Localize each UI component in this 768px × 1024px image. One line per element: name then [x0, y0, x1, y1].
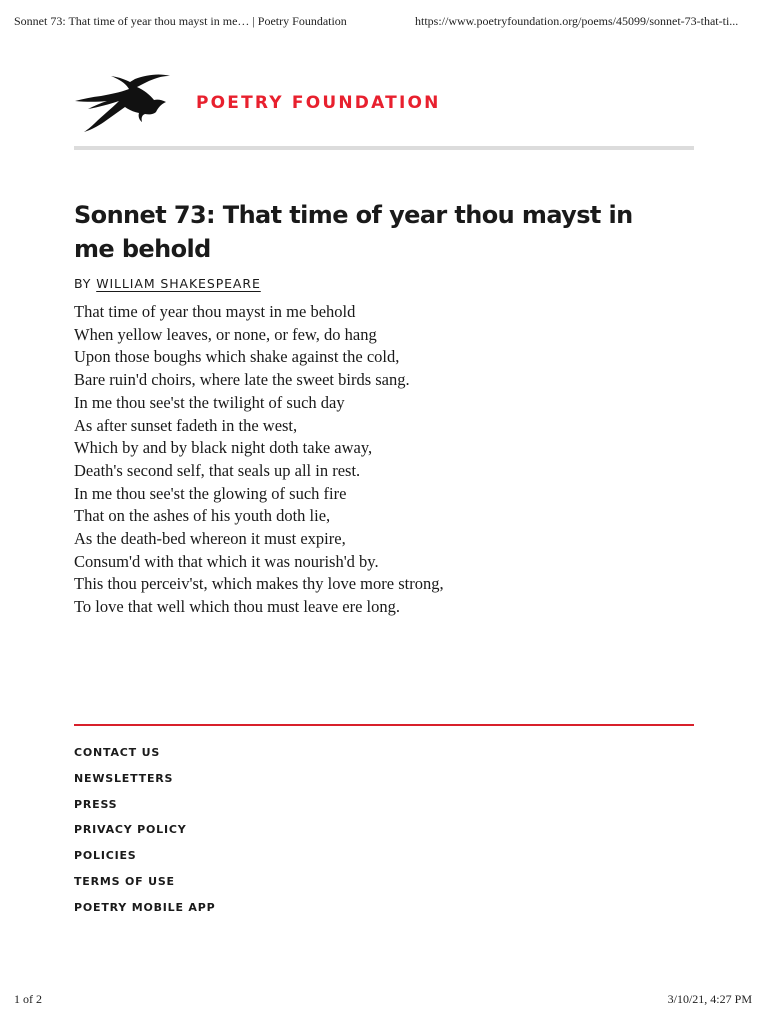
print-header: [14, 14, 754, 30]
poem-line: To love that well which thou must leave ere long.: [74, 597, 401, 617]
poem-line: This thou perceiv'st, which makes thy love more strong,: [74, 574, 444, 594]
poem-line: Death's second self, that seals up all in rest.: [74, 460, 361, 480]
poem-body: [74, 301, 674, 619]
print-page-url: https://www.poetryfoundation.org/poems/45099/sonnet-73-that-ti...: [415, 14, 739, 28]
footer-link-press[interactable]: PRESS: [74, 797, 118, 811]
footer-divider: [74, 724, 694, 726]
header-divider: [74, 146, 694, 150]
poem-line: In me thou see'st the glowing of such fire: [74, 483, 347, 503]
bird-logo-icon[interactable]: [74, 72, 170, 134]
poem-line: Which by and by black night doth take away,: [74, 438, 373, 458]
footer-link-contact-us[interactable]: CONTACT US: [74, 746, 161, 759]
author-link[interactable]: WILLIAM SHAKESPEARE: [96, 276, 261, 291]
print-page-title: Sonnet 73: That time of year thou mayst in me… | Poetry Foundation: [14, 14, 347, 28]
poem-line: In me thou see'st the twilight of such day: [74, 392, 345, 412]
poem-line: As after sunset fadeth in the west,: [74, 415, 298, 435]
poem-line: Upon those boughs which shake against the cold,: [74, 347, 400, 367]
footer-link-terms-of-use[interactable]: TERMS OF USE: [74, 874, 175, 888]
poem-line: As the death-bed whereon it must expire,: [74, 529, 346, 549]
site-header: [74, 72, 694, 138]
poem-line: Bare ruin'd choirs, where late the sweet birds sang.: [74, 370, 410, 390]
footer-link-privacy-policy[interactable]: PRIVACY POLICY: [74, 823, 187, 837]
footer-link-policies[interactable]: POLICIES: [74, 849, 137, 863]
footer-nav: [74, 746, 215, 927]
poem-line: Consum'd with that which it was nourish'd by.: [74, 551, 379, 571]
print-page-number: 1 of 2: [14, 992, 42, 1006]
poem-line: That on the ashes of his youth doth lie,: [74, 506, 331, 526]
footer-link-newsletters[interactable]: NEWSLETTERS: [74, 771, 174, 785]
poem-line: When yellow leaves, or none, or few, do hang: [74, 324, 377, 344]
footer-link-poetry-mobile-app[interactable]: POETRY MOBILE APP: [74, 900, 216, 914]
site-logo-text[interactable]: POETRY FOUNDATION: [196, 93, 441, 113]
page-title: Sonnet 73: That time of year thou mayst in me behold: [74, 201, 633, 263]
byline: [74, 276, 261, 291]
byline-label: BY: [74, 276, 92, 291]
print-timestamp: 3/10/21, 4:27 PM: [667, 992, 752, 1006]
poem-line: That time of year thou mayst in me behold: [74, 302, 356, 321]
